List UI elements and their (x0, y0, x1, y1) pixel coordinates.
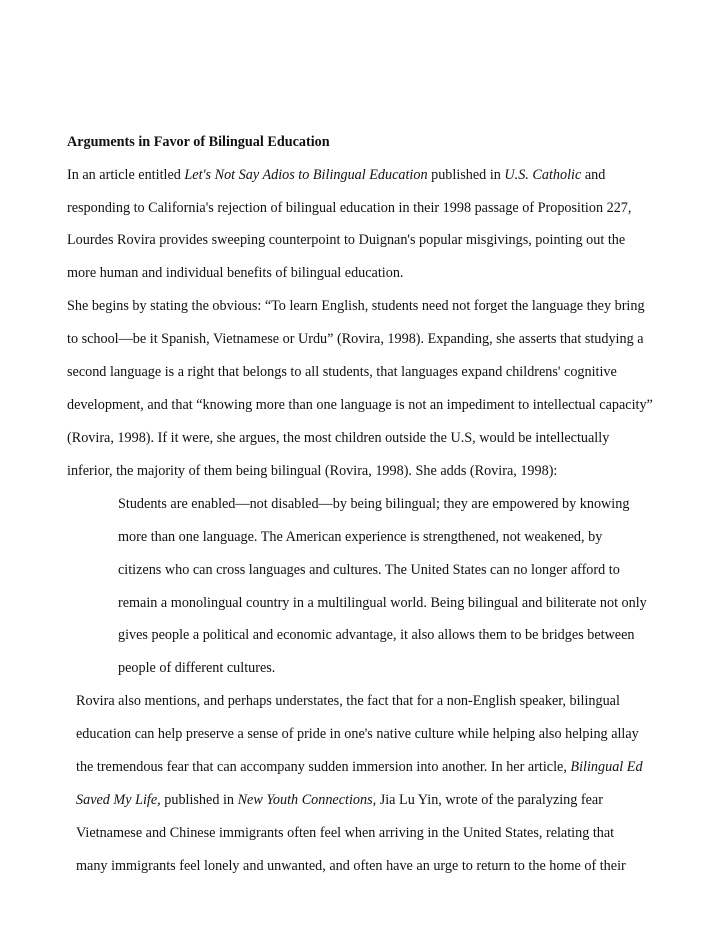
text-run: In an article entitled (67, 167, 185, 183)
publication-title: U.S. Catholic (504, 167, 582, 183)
paragraph-1-line-3: Lourdes Rovira provides sweeping counterpoint to Duignan's popular misgivings, pointing out the (67, 232, 626, 248)
paragraph-2-line-2: to school—be it Spanish, Vietnamese or Urdu” (Rovira, 1998). Expanding, she asserts that studying a (67, 331, 644, 347)
paragraph-1-line-1 (67, 166, 605, 184)
publication-title: New Youth Connections, (237, 792, 377, 808)
paragraph-2-line-4: development, and that “knowing more than one language is not an impediment to intellectual capacity” (67, 397, 653, 413)
paragraph-3-line-6: many immigrants feel lonely and unwanted, and often have an urge to return to the home of their (76, 858, 626, 874)
blockquote-line-5: gives people a political and economic advantage, it also allows them to be bridges between (118, 627, 635, 643)
text-run: published in (160, 792, 238, 808)
blockquote-line-2: more than one language. The American experience is strengthened, not weakened, by (118, 529, 603, 545)
article-title: Saved My Life, (76, 792, 161, 808)
text-run: and (581, 167, 606, 183)
blockquote-line-6: people of different cultures. (118, 660, 276, 676)
paragraph-2-line-1: She begins by stating the obvious: “To learn English, students need not forget the language they bring (67, 298, 645, 314)
text-run: the tremendous fear that can accompany sudden immersion into another. In her article, (76, 759, 571, 775)
paragraph-3-line-3 (76, 758, 643, 776)
blockquote-line-3: citizens who can cross languages and cultures. The United States can no longer afford to (118, 562, 620, 578)
paragraph-3-line-4 (76, 791, 603, 809)
paragraph-1-line-2: responding to California's rejection of bilingual education in their 1998 passage of Proposition 227, (67, 200, 632, 216)
paragraph-1-line-4: more human and individual benefits of bilingual education. (67, 265, 404, 281)
paragraph-2-line-6: inferior, the majority of them being bilingual (Rovira, 1998). She adds (Rovira, 1998): (67, 463, 558, 479)
article-title: Bilingual Ed (570, 759, 643, 775)
blockquote-line-4: remain a monolingual country in a multilingual world. Being bilingual and biliterate not only (118, 595, 647, 611)
text-run: Jia Lu Yin, wrote of the paralyzing fear (376, 792, 603, 808)
section-heading: Arguments in Favor of Bilingual Education (67, 134, 330, 150)
paragraph-2-line-5: (Rovira, 1998). If it were, she argues, the most children outside the U.S, would be intellectually (67, 430, 610, 446)
text-run: published in (427, 167, 505, 183)
paragraph-3-line-2: education can help preserve a sense of pride in one's native culture while helping also helping allay (76, 726, 639, 742)
article-title: Let's Not Say Adios to Bilingual Education (184, 167, 428, 183)
paragraph-3-line-1: Rovira also mentions, and perhaps understates, the fact that for a non-English speaker, bilingual (76, 693, 620, 709)
paragraph-3-line-5: Vietnamese and Chinese immigrants often feel when arriving in the United States, relating that (76, 825, 615, 841)
blockquote-line-1: Students are enabled—not disabled—by being bilingual; they are empowered by knowing (118, 496, 630, 512)
paragraph-2-line-3: second language is a right that belongs to all students, that languages expand childrens' cognitive (67, 364, 617, 380)
